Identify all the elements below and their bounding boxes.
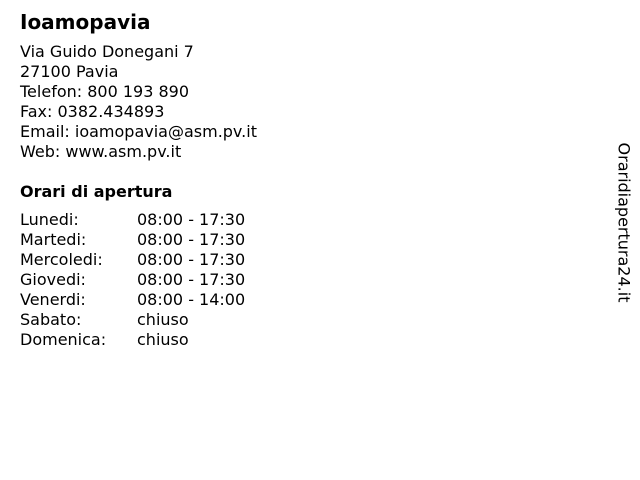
- contact-block: [20, 42, 580, 162]
- hours-row-wednesday: [20, 250, 580, 270]
- hours-time: 08:00 - 14:00: [137, 290, 246, 309]
- hours-day: Mercoledi:: [20, 250, 103, 269]
- hours-day: Venerdi:: [20, 290, 86, 309]
- hours-time: 08:00 - 17:30: [137, 210, 246, 229]
- hours-row-tuesday: [20, 230, 580, 250]
- hours-day: Sabato:: [20, 310, 82, 329]
- hours-time: 08:00 - 17:30: [137, 270, 246, 289]
- store-info-card: [20, 10, 580, 350]
- website-address: Web: www.asm.pv.it: [20, 142, 182, 161]
- hours-row-sunday: [20, 330, 580, 350]
- opening-hours-title: Orari di apertura: [20, 182, 173, 201]
- fax-number: Fax: 0382.434893: [20, 102, 165, 121]
- street-address: Via Guido Donegani 7: [20, 42, 194, 61]
- email-address: Email: ioamopavia@asm.pv.it: [20, 122, 257, 141]
- site-watermark: [612, 135, 636, 310]
- hours-day: Martedi:: [20, 230, 87, 249]
- hours-row-monday: [20, 210, 580, 230]
- hours-time: chiuso: [137, 310, 189, 329]
- hours-day: Domenica:: [20, 330, 107, 349]
- hours-time: 08:00 - 17:30: [137, 250, 246, 269]
- hours-row-saturday: [20, 310, 580, 330]
- hours-time: 08:00 - 17:30: [137, 230, 246, 249]
- hours-row-thursday: [20, 270, 580, 290]
- opening-hours-list: [20, 210, 580, 350]
- hours-row-friday: [20, 290, 580, 310]
- phone-number: Telefon: 800 193 890: [20, 82, 190, 101]
- city-address: 27100 Pavia: [20, 62, 119, 81]
- watermark-text: Oraridiapertura24.it: [614, 142, 634, 303]
- store-name: Ioamopavia: [20, 10, 151, 34]
- hours-day: Lunedi:: [20, 210, 79, 229]
- hours-time: chiuso: [137, 330, 189, 349]
- hours-day: Giovedi:: [20, 270, 86, 289]
